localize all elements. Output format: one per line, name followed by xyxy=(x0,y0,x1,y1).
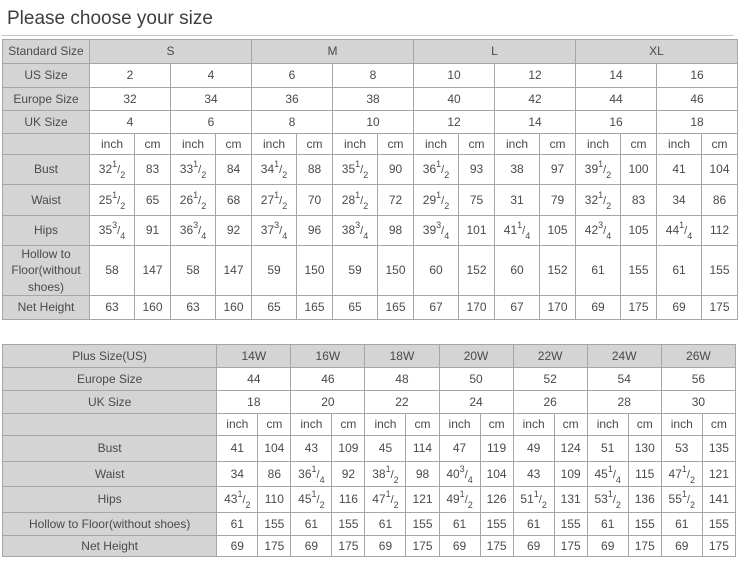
size-value-cell: 16 xyxy=(576,111,657,134)
cm-value-cell: 152 xyxy=(459,246,495,296)
cm-value-cell: 155 xyxy=(258,513,291,536)
cm-value-cell: 147 xyxy=(216,246,252,296)
table-row xyxy=(3,436,736,462)
inch-value-cell: $36^3/_4$ xyxy=(171,216,216,246)
inch-value-cell: 67 xyxy=(414,296,459,320)
unit-cm-cell: cm xyxy=(621,134,657,155)
size-value-cell: 22 xyxy=(365,391,439,414)
cm-value-cell: 175 xyxy=(621,296,657,320)
size-value-cell: 44 xyxy=(217,368,291,391)
cm-value-cell: 131 xyxy=(554,487,587,513)
cm-value-cell: 115 xyxy=(628,462,661,487)
row-label-cell: Net Height xyxy=(3,296,90,320)
size-value-cell: 46 xyxy=(657,88,738,111)
unit-cm-cell: cm xyxy=(297,134,333,155)
size-value-cell: 52 xyxy=(513,368,587,391)
size-value-cell: 42 xyxy=(495,88,576,111)
size-value-cell: 18 xyxy=(657,111,738,134)
inch-value-cell: 61 xyxy=(365,513,406,536)
inch-value-cell: 69 xyxy=(576,296,621,320)
size-value-cell: 46 xyxy=(291,368,365,391)
cm-value-cell: 116 xyxy=(332,487,365,513)
unit-cm-cell: cm xyxy=(702,414,735,436)
size-value-cell: 24 xyxy=(439,391,513,414)
size-group-cell: 26W xyxy=(661,345,735,368)
unit-inch-cell: inch xyxy=(439,414,480,436)
cm-value-cell: 175 xyxy=(554,536,587,557)
table-row xyxy=(3,134,738,155)
inch-value-cell: 31 xyxy=(495,185,540,216)
size-value-cell: 6 xyxy=(252,64,333,88)
inch-value-cell: 69 xyxy=(291,536,332,557)
cm-value-cell: 124 xyxy=(554,436,587,462)
unit-cm-cell: cm xyxy=(135,134,171,155)
inch-value-cell: 69 xyxy=(439,536,480,557)
table-row xyxy=(3,40,738,64)
inch-value-cell: $32^1/_2$ xyxy=(90,155,135,185)
size-value-cell: 44 xyxy=(576,88,657,111)
cm-value-cell: 155 xyxy=(332,513,365,536)
unit-cm-cell: cm xyxy=(332,414,365,436)
size-value-cell: 54 xyxy=(587,368,661,391)
table-row xyxy=(3,513,736,536)
unit-inch-cell: inch xyxy=(576,134,621,155)
inch-value-cell: $32^1/_2$ xyxy=(576,185,621,216)
size-value-cell: 6 xyxy=(171,111,252,134)
inch-value-cell: 58 xyxy=(171,246,216,296)
inch-value-cell: $43^1/_2$ xyxy=(217,487,258,513)
cm-value-cell: 92 xyxy=(216,216,252,246)
table-row xyxy=(3,246,738,296)
inch-value-cell: 69 xyxy=(217,536,258,557)
size-value-cell: 4 xyxy=(90,111,171,134)
unit-cm-cell: cm xyxy=(540,134,576,155)
size-value-cell: 34 xyxy=(171,88,252,111)
plus-size-table xyxy=(2,344,736,557)
table-row xyxy=(3,536,736,557)
table-row xyxy=(3,88,738,111)
cm-value-cell: 96 xyxy=(297,216,333,246)
cm-value-cell: 83 xyxy=(621,185,657,216)
inch-value-cell: $25^1/_2$ xyxy=(90,185,135,216)
inch-value-cell: $35^1/_2$ xyxy=(333,155,378,185)
table-row xyxy=(3,462,736,487)
inch-value-cell: 41 xyxy=(217,436,258,462)
size-value-cell: 12 xyxy=(414,111,495,134)
inch-value-cell: $33^1/_2$ xyxy=(171,155,216,185)
inch-value-cell: $34^1/_2$ xyxy=(252,155,297,185)
inch-value-cell: 61 xyxy=(657,246,702,296)
unit-cm-cell: cm xyxy=(554,414,587,436)
cm-value-cell: 101 xyxy=(459,216,495,246)
cm-value-cell: 160 xyxy=(135,296,171,320)
unit-cm-cell: cm xyxy=(216,134,252,155)
table-row xyxy=(3,368,736,391)
inch-value-cell: $45^1/_2$ xyxy=(291,487,332,513)
inch-value-cell: $42^3/_4$ xyxy=(576,216,621,246)
size-group-cell: 24W xyxy=(587,345,661,368)
inch-value-cell: $51^1/_2$ xyxy=(513,487,554,513)
cm-value-cell: 165 xyxy=(297,296,333,320)
size-group-cell: 20W xyxy=(439,345,513,368)
inch-value-cell: $53^1/_2$ xyxy=(587,487,628,513)
cm-value-cell: 68 xyxy=(216,185,252,216)
cm-value-cell: 92 xyxy=(332,462,365,487)
table-row xyxy=(3,185,738,216)
unit-inch-cell: inch xyxy=(90,134,135,155)
inch-value-cell: 47 xyxy=(439,436,480,462)
table-row xyxy=(3,64,738,88)
inch-value-cell: $26^1/_2$ xyxy=(171,185,216,216)
cm-value-cell: 150 xyxy=(378,246,414,296)
row-label-cell: Net Height xyxy=(3,536,217,557)
size-group-cell: XL xyxy=(576,40,738,64)
row-label-cell: Europe Size xyxy=(3,88,90,111)
cm-value-cell: 135 xyxy=(702,436,735,462)
inch-value-cell: $36^1/_4$ xyxy=(291,462,332,487)
row-label-cell: Waist xyxy=(3,462,217,487)
size-group-cell: M xyxy=(252,40,414,64)
row-label-cell: UK Size xyxy=(3,111,90,134)
row-label-cell: Europe Size xyxy=(3,368,217,391)
row-label-cell: Hips xyxy=(3,487,217,513)
cm-value-cell: 104 xyxy=(258,436,291,462)
table-row xyxy=(3,345,736,368)
unit-inch-cell: inch xyxy=(291,414,332,436)
size-value-cell: 8 xyxy=(252,111,333,134)
size-value-cell: 40 xyxy=(414,88,495,111)
size-group-cell: S xyxy=(90,40,252,64)
cm-value-cell: 86 xyxy=(702,185,738,216)
cm-value-cell: 98 xyxy=(406,462,439,487)
cm-value-cell: 121 xyxy=(702,462,735,487)
inch-value-cell: $28^1/_2$ xyxy=(333,185,378,216)
unit-inch-cell: inch xyxy=(414,134,459,155)
inch-value-cell: 69 xyxy=(365,536,406,557)
cm-value-cell: 105 xyxy=(540,216,576,246)
row-label-cell xyxy=(3,414,217,436)
cm-value-cell: 109 xyxy=(332,436,365,462)
inch-value-cell: 69 xyxy=(661,536,702,557)
cm-value-cell: 170 xyxy=(459,296,495,320)
inch-value-cell: $36^1/_2$ xyxy=(414,155,459,185)
cm-value-cell: 175 xyxy=(406,536,439,557)
cm-value-cell: 155 xyxy=(621,246,657,296)
cm-value-cell: 150 xyxy=(297,246,333,296)
table-row xyxy=(3,216,738,246)
unit-inch-cell: inch xyxy=(513,414,554,436)
cm-value-cell: 88 xyxy=(297,155,333,185)
unit-cm-cell: cm xyxy=(480,414,513,436)
unit-inch-cell: inch xyxy=(495,134,540,155)
inch-value-cell: 41 xyxy=(657,155,702,185)
size-value-cell: 20 xyxy=(291,391,365,414)
inch-value-cell: 63 xyxy=(90,296,135,320)
size-value-cell: 28 xyxy=(587,391,661,414)
row-label-cell: Bust xyxy=(3,436,217,462)
cm-value-cell: 155 xyxy=(702,246,738,296)
inch-value-cell: 59 xyxy=(333,246,378,296)
table-row xyxy=(3,111,738,134)
cm-value-cell: 104 xyxy=(480,462,513,487)
size-value-cell: 10 xyxy=(333,111,414,134)
size-group-cell: 18W xyxy=(365,345,439,368)
cm-value-cell: 104 xyxy=(702,155,738,185)
cm-value-cell: 170 xyxy=(540,296,576,320)
inch-value-cell: $37^3/_4$ xyxy=(252,216,297,246)
cm-value-cell: 79 xyxy=(540,185,576,216)
inch-value-cell: 61 xyxy=(291,513,332,536)
cm-value-cell: 126 xyxy=(480,487,513,513)
cm-value-cell: 70 xyxy=(297,185,333,216)
inch-value-cell: $49^1/_2$ xyxy=(439,487,480,513)
cm-value-cell: 155 xyxy=(628,513,661,536)
inch-value-cell: 69 xyxy=(587,536,628,557)
inch-value-cell: $39^1/_2$ xyxy=(576,155,621,185)
standard-size-table xyxy=(2,39,738,320)
cm-value-cell: 155 xyxy=(480,513,513,536)
size-chart-container xyxy=(2,39,738,557)
inch-value-cell: 61 xyxy=(661,513,702,536)
inch-value-cell: $38^1/_2$ xyxy=(365,462,406,487)
inch-value-cell: $41^1/_4$ xyxy=(495,216,540,246)
cm-value-cell: 155 xyxy=(702,513,735,536)
cm-value-cell: 175 xyxy=(702,536,735,557)
row-label-cell xyxy=(3,134,90,155)
cm-value-cell: 72 xyxy=(378,185,414,216)
inch-value-cell: 34 xyxy=(217,462,258,487)
cm-value-cell: 91 xyxy=(135,216,171,246)
row-label-cell: Standard Size xyxy=(3,40,90,64)
inch-value-cell: 61 xyxy=(513,513,554,536)
inch-value-cell: 69 xyxy=(657,296,702,320)
inch-value-cell: 61 xyxy=(576,246,621,296)
unit-cm-cell: cm xyxy=(406,414,439,436)
table-row xyxy=(3,155,738,185)
cm-value-cell: 114 xyxy=(406,436,439,462)
cm-value-cell: 141 xyxy=(702,487,735,513)
size-value-cell: 16 xyxy=(657,64,738,88)
inch-value-cell: 59 xyxy=(252,246,297,296)
inch-value-cell: $29^1/_2$ xyxy=(414,185,459,216)
inch-value-cell: $40^3/_4$ xyxy=(439,462,480,487)
cm-value-cell: 93 xyxy=(459,155,495,185)
size-value-cell: 50 xyxy=(439,368,513,391)
inch-value-cell: 65 xyxy=(252,296,297,320)
inch-value-cell: 45 xyxy=(365,436,406,462)
inch-value-cell: 49 xyxy=(513,436,554,462)
size-value-cell: 38 xyxy=(333,88,414,111)
size-value-cell: 30 xyxy=(661,391,735,414)
inch-value-cell: $35^3/_4$ xyxy=(90,216,135,246)
size-value-cell: 26 xyxy=(513,391,587,414)
inch-value-cell: 58 xyxy=(90,246,135,296)
cm-value-cell: 98 xyxy=(378,216,414,246)
unit-inch-cell: inch xyxy=(365,414,406,436)
size-value-cell: 10 xyxy=(414,64,495,88)
inch-value-cell: 61 xyxy=(587,513,628,536)
row-label-cell: Hips xyxy=(3,216,90,246)
table-row xyxy=(3,487,736,513)
size-value-cell: 48 xyxy=(365,368,439,391)
cm-value-cell: 84 xyxy=(216,155,252,185)
cm-value-cell: 86 xyxy=(258,462,291,487)
cm-value-cell: 155 xyxy=(554,513,587,536)
cm-value-cell: 175 xyxy=(702,296,738,320)
cm-value-cell: 152 xyxy=(540,246,576,296)
size-value-cell: 56 xyxy=(661,368,735,391)
cm-value-cell: 97 xyxy=(540,155,576,185)
inch-value-cell: 61 xyxy=(439,513,480,536)
cm-value-cell: 90 xyxy=(378,155,414,185)
cm-value-cell: 109 xyxy=(554,462,587,487)
inch-value-cell: 65 xyxy=(333,296,378,320)
table-row xyxy=(3,391,736,414)
inch-value-cell: 43 xyxy=(513,462,554,487)
row-label-cell: UK Size xyxy=(3,391,217,414)
cm-value-cell: 130 xyxy=(628,436,661,462)
row-label-cell: Hollow to Floor(without shoes) xyxy=(3,246,90,296)
inch-value-cell: $44^1/_4$ xyxy=(657,216,702,246)
row-label-cell: Waist xyxy=(3,185,90,216)
cm-value-cell: 75 xyxy=(459,185,495,216)
cm-value-cell: 175 xyxy=(258,536,291,557)
inch-value-cell: 67 xyxy=(495,296,540,320)
size-group-cell: L xyxy=(414,40,576,64)
inch-value-cell: $55^1/_2$ xyxy=(661,487,702,513)
cm-value-cell: 136 xyxy=(628,487,661,513)
cm-value-cell: 119 xyxy=(480,436,513,462)
unit-inch-cell: inch xyxy=(252,134,297,155)
inch-value-cell: $27^1/_2$ xyxy=(252,185,297,216)
row-label-cell: US Size xyxy=(3,64,90,88)
cm-value-cell: 105 xyxy=(621,216,657,246)
size-value-cell: 2 xyxy=(90,64,171,88)
cm-value-cell: 100 xyxy=(621,155,657,185)
size-value-cell: 32 xyxy=(90,88,171,111)
inch-value-cell: 60 xyxy=(414,246,459,296)
table-row xyxy=(3,296,738,320)
size-value-cell: 36 xyxy=(252,88,333,111)
unit-inch-cell: inch xyxy=(333,134,378,155)
cm-value-cell: 83 xyxy=(135,155,171,185)
unit-inch-cell: inch xyxy=(171,134,216,155)
row-label-cell: Hollow to Floor(without shoes) xyxy=(3,513,217,536)
inch-value-cell: 53 xyxy=(661,436,702,462)
size-value-cell: 8 xyxy=(333,64,414,88)
table-row xyxy=(3,414,736,436)
unit-inch-cell: inch xyxy=(657,134,702,155)
unit-cm-cell: cm xyxy=(258,414,291,436)
unit-cm-cell: cm xyxy=(378,134,414,155)
cm-value-cell: 65 xyxy=(135,185,171,216)
inch-value-cell: 69 xyxy=(513,536,554,557)
size-group-cell: 14W xyxy=(217,345,291,368)
unit-inch-cell: inch xyxy=(587,414,628,436)
unit-inch-cell: inch xyxy=(217,414,258,436)
cm-value-cell: 112 xyxy=(702,216,738,246)
inch-value-cell: 38 xyxy=(495,155,540,185)
unit-cm-cell: cm xyxy=(702,134,738,155)
inch-value-cell: $39^3/_4$ xyxy=(414,216,459,246)
unit-inch-cell: inch xyxy=(661,414,702,436)
cm-value-cell: 121 xyxy=(406,487,439,513)
cm-value-cell: 175 xyxy=(332,536,365,557)
size-value-cell: 4 xyxy=(171,64,252,88)
row-label-cell: Bust xyxy=(3,155,90,185)
inch-value-cell: $38^3/_4$ xyxy=(333,216,378,246)
cm-value-cell: 175 xyxy=(628,536,661,557)
inch-value-cell: $47^1/_2$ xyxy=(365,487,406,513)
page-title: Please choose your size xyxy=(7,8,213,29)
cm-value-cell: 175 xyxy=(480,536,513,557)
size-value-cell: 14 xyxy=(576,64,657,88)
cm-value-cell: 110 xyxy=(258,487,291,513)
unit-cm-cell: cm xyxy=(628,414,661,436)
inch-value-cell: 34 xyxy=(657,185,702,216)
unit-cm-cell: cm xyxy=(459,134,495,155)
cm-value-cell: 147 xyxy=(135,246,171,296)
title-divider xyxy=(1,35,734,36)
size-value-cell: 14 xyxy=(495,111,576,134)
inch-value-cell: $47^1/_2$ xyxy=(661,462,702,487)
row-label-cell: Plus Size(US) xyxy=(3,345,217,368)
inch-value-cell: 63 xyxy=(171,296,216,320)
cm-value-cell: 165 xyxy=(378,296,414,320)
cm-value-cell: 155 xyxy=(406,513,439,536)
inch-value-cell: 43 xyxy=(291,436,332,462)
inch-value-cell: 51 xyxy=(587,436,628,462)
size-group-cell: 22W xyxy=(513,345,587,368)
size-group-cell: 16W xyxy=(291,345,365,368)
size-value-cell: 18 xyxy=(217,391,291,414)
inch-value-cell: $45^1/_4$ xyxy=(587,462,628,487)
cm-value-cell: 160 xyxy=(216,296,252,320)
size-value-cell: 12 xyxy=(495,64,576,88)
inch-value-cell: 61 xyxy=(217,513,258,536)
inch-value-cell: 60 xyxy=(495,246,540,296)
